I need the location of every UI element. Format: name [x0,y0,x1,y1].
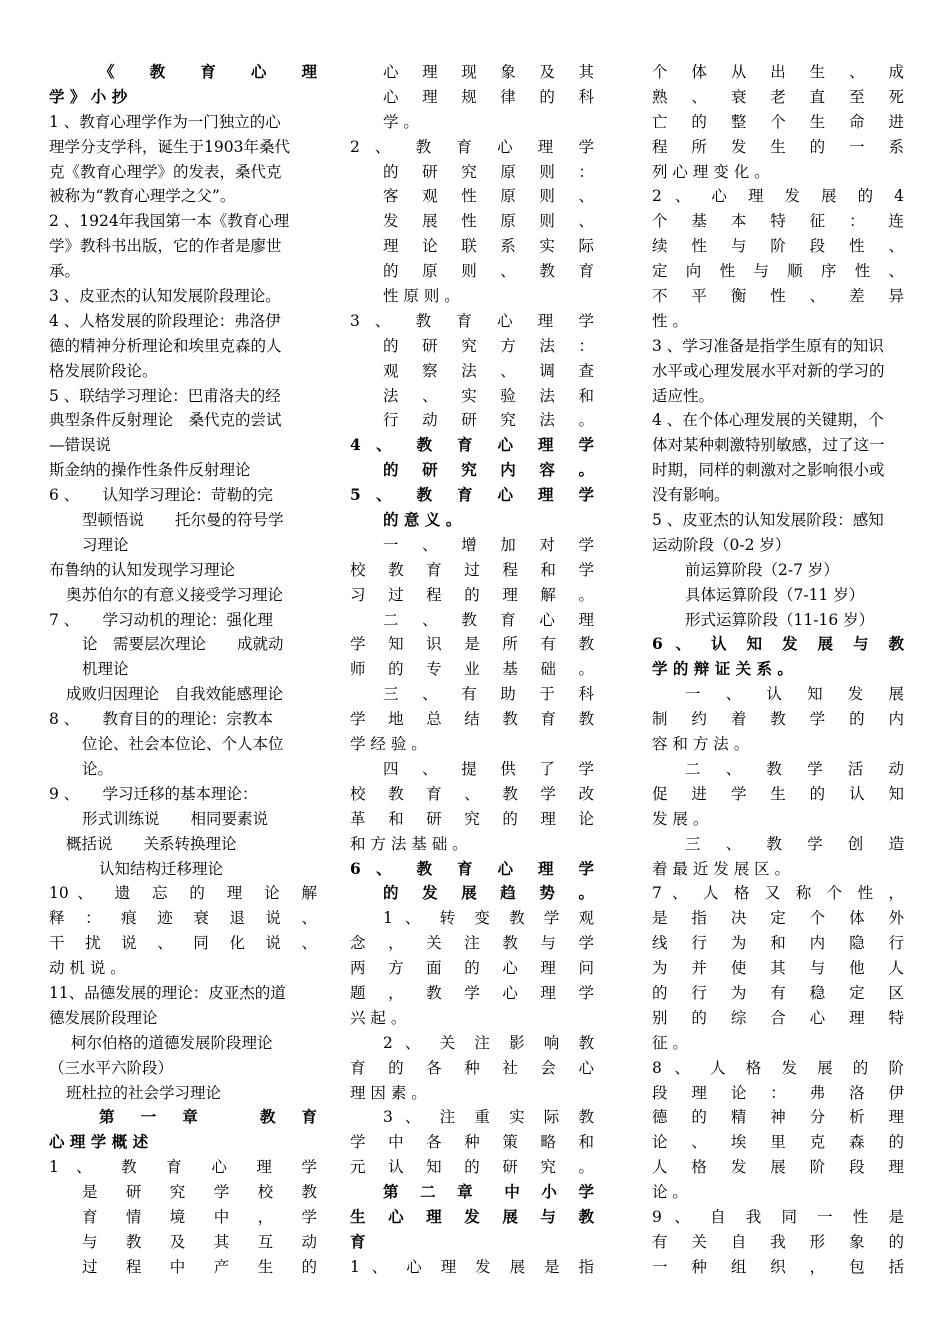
text-line: 法 、 实 验 法 和 [383,386,594,405]
text-line: 程 所 发 生 的 一 系 [652,137,904,156]
text-line: 制 约 着 教 学 的 内 [652,710,904,729]
text-line: 有 关 自 我 形 象 的 [652,1232,904,1251]
text-line: 8 、 教育目的的理论：宗教本 [49,710,274,729]
column-middle [350,60,594,1280]
text-line: 生 心 理 发 展 与 教 [350,1206,594,1226]
text-line: 论 、 埃 里 克 森 的 [652,1133,904,1152]
text-line: 学 的 辩 证 关 系 。 [652,659,793,679]
text-line: 行 动 研 究 法 。 [383,411,594,430]
text-line: 2 、 教 育 心 理 学 [350,137,594,156]
text-line: 的 研 究 原 则 ： [383,162,594,181]
text-line: （三水平六阶段） [49,1058,174,1077]
text-line: 形式训练说 相同要素说 [82,809,269,828]
text-line: 运动阶段（0-2 岁） [652,535,791,554]
text-line: 布鲁纳的认知发现学习理论 [49,560,236,579]
text-line: 段 理 论 ： 弗 洛 伊 [652,1083,904,1102]
text-line: 一 、 认 知 发 展 [685,685,904,704]
text-line: 第 一 章 教 育 [99,1107,317,1127]
text-line: 2 、 心 理 发 展 的 4 [652,187,904,206]
text-line: 续 性 与 阶 段 性 、 [652,237,904,256]
text-line: 促 进 学 生 的 认 知 [652,784,904,803]
text-line: 征 。 [652,1033,688,1052]
text-line: 位论、社会本位论、个人本位 [82,735,284,754]
text-line: 6 、 认知学习理论：苛勒的完 [49,486,274,505]
text-line: 理 论 联 系 实 际 [383,237,594,256]
text-line: 班杜拉的社会学习理论 [66,1083,222,1102]
text-line: 没有影响。 [652,486,730,505]
text-line: 论 。 [652,1183,688,1202]
text-line: 一 、 增 加 对 学 [383,535,594,554]
text-line: 别 的 综 合 心 理 特 [652,1008,904,1027]
text-line: 校 教 育 、 教 学 改 [350,784,594,803]
text-line: 是 指 决 定 个 体 外 [652,909,904,928]
text-line: 具体运算阶段（7-11 岁） [685,585,865,604]
text-line: 二 、 教 学 活 动 [685,759,904,778]
text-line: 观 察 法 、 调 查 [383,361,594,380]
text-line: 前运算阶段（2-7 岁） [685,560,839,579]
text-line: 水平或心理发展水平对新的学习的 [652,361,885,380]
text-line: 和 方 法 基 础 。 [350,834,468,853]
text-line: 的 行 为 有 稳 定 区 [652,983,904,1002]
text-line: 校 教 育 过 程 和 学 [350,560,594,579]
text-line: 1 、 教 育 心 理 学 [49,1158,317,1177]
text-line: 德发展阶段理论 [49,1008,158,1027]
column-left [49,60,317,1280]
text-line: 3 、学习准备是指学生原有的知识 [652,336,884,355]
text-line: 理 因 素 。 [350,1083,427,1102]
text-line: 为 并 使 其 与 他 人 [652,959,904,978]
text-line: 师 的 专 业 基 础 。 [350,660,594,679]
text-line: 1 、教育心理学作为一门独立的心 [49,112,281,131]
text-line: 德的精神分析理论和埃里克森的人 [49,336,282,355]
text-line: 习理论 [82,535,129,554]
text-line: 6 、 教 育 心 理 学 [350,858,594,878]
text-line: 柯尔伯格的道德发展阶段理论 [71,1033,273,1052]
text-line: 论 需要层次理论 成就动 [82,635,284,654]
text-line: 三 、 教 学 创 造 [685,834,904,853]
text-line: 线 行 为 和 内 隐 行 [652,934,904,953]
text-line: 5 、联结学习理论：巴甫洛夫的经 [49,386,281,405]
text-line: 发 展 。 [652,809,709,828]
text-line: 2 、 关 注 影 响 教 [383,1033,594,1052]
text-line: 体对某种刺激特别敏感，过了这一 [652,436,885,455]
text-line: 8 、 人 格 发 展 的 阶 [652,1058,904,1077]
text-line: 育 的 各 种 社 会 心 [350,1058,594,1077]
text-line: 心 理 现 象 及 其 [383,63,594,81]
text-line: 学 经 验 。 [350,735,427,754]
text-line: 的 研 究 方 法 ： [383,336,594,355]
text-line: 的 发 展 趋 势 。 [383,883,594,903]
text-line: 定 向 性 与 顺 序 性 、 [652,262,904,281]
text-line: 亡 的 整 个 生 命 进 [652,112,904,131]
text-line: 适应性。 [652,386,715,405]
text-line: 10、 遗 忘 的 理 论 解 [49,884,317,903]
text-line: 1 、 心 理 发 展 是 指 [350,1257,594,1276]
text-line: 一 种 组 织 ， 包 括 [652,1257,904,1276]
text-line: 4 、人格发展的阶段理论：弗洛伊 [49,311,281,330]
text-line: 4 、在个体心理发展的关键期，个 [652,411,884,430]
text-line: 干 扰 说 、 同 化 说 、 [49,934,317,953]
text-line: 容 和 方 法 。 [652,735,750,754]
text-line: 三 、 有 助 于 科 [383,685,594,704]
text-line: 过 程 中 产 生 的 [82,1257,317,1276]
text-line: 客 观 性 原 则 、 [383,187,594,206]
text-line: 发 展 性 原 则 、 [383,212,594,231]
text-line: 5 、皮亚杰的认知发展阶段：感知 [652,511,884,530]
text-line: 人 格 发 展 阶 段 理 [652,1158,904,1177]
text-line: 1 、 转 变 教 学 观 [383,909,594,928]
text-line: 性 原 则 。 [383,287,460,306]
text-line: 11、品德发展的理论：皮亚杰的道 [49,983,286,1002]
text-line: 四 、 提 供 了 学 [383,759,594,778]
text-line: 念 ， 关 注 教 与 学 [350,934,594,953]
text-line: 成败归因理论 自我效能感理论 [66,685,284,704]
text-line: 认知结构迁移理论 [99,859,224,878]
text-line: 学》教科书出版，它的作者是廖世 [49,237,282,256]
text-line: 学 知 识 是 所 有 教 [350,635,594,654]
text-line: 被称为“教育心理学之父”。 [49,187,236,206]
text-line: 心 理 学 概 述 [49,1132,149,1152]
text-line: 9 、 学习迁移的基本理论： [49,784,258,803]
text-line: 性 。 [652,311,688,330]
text-line: 育 [350,1231,366,1251]
text-line: 典型条件反射理论 桑代克的尝试 [49,411,282,430]
text-line: 2 、1924年我国第一本《教育心理 [49,212,290,231]
text-line: 元 认 知 的 研 究 。 [350,1158,594,1177]
text-line: 3 、 教 育 心 理 学 [350,311,594,330]
text-line: 形式运算阶段（11-16 岁） [685,610,875,629]
text-line: 6 、 认 知 发 展 与 教 [652,634,904,654]
text-line: 5 、 教 育 心 理 学 [350,485,594,505]
text-line: 机理论 [82,660,129,679]
text-line: 型顿悟说 托尔曼的符号学 [82,511,284,530]
text-line: 3 、皮亚杰的认知发展阶段理论。 [49,287,281,306]
text-line: 兴 起 。 [350,1008,407,1027]
text-line: 熟 、 衰 老 直 至 死 [652,87,904,106]
text-line: 不 平 衡 性 、 差 异 [652,287,904,306]
text-line: 题 ， 教 学 心 理 学 [350,983,594,1002]
text-line: 二 、 教 育 心 理 [383,610,594,629]
text-line: 的 意 义 。 [383,510,462,530]
text-line: 德 的 精 神 分 析 理 [652,1108,904,1127]
text-line: 奥苏伯尔的有意义接受学习理论 [66,585,284,604]
text-line: 第 二 章 中 小 学 [383,1182,594,1202]
text-line: 概括说 关系转换理论 [66,834,237,853]
text-line: 育 情 境 中 ， 学 [82,1207,317,1226]
text-line: 列 心 理 变 化 。 [652,162,770,181]
text-line: 是 研 究 学 校 教 [82,1183,317,1202]
text-line: 的 研 究 内 容 。 [383,460,594,480]
text-line: 释 ： 痕 迹 衰 退 说 、 [49,909,317,928]
text-line: 心 理 规 律 的 科 [383,87,594,106]
text-line: 习 过 程 的 理 解 。 [350,585,594,604]
text-line: 学 》 小 抄 [49,86,128,106]
text-line: 论。 [82,759,114,778]
text-line: 7 、 人 格 又 称 个 性 ， [652,884,904,903]
text-line: 斯金纳的操作性条件反射理论 [49,461,251,480]
text-line: 着 最 近 发 展 区 。 [652,859,791,878]
text-line: 与 教 及 其 互 动 [82,1232,317,1251]
text-line: 时期，同样的刺激对之影响很小或 [652,461,885,480]
text-line: 学 中 各 种 策 略 和 [350,1133,594,1152]
text-line: 的 原 则 、 教 育 [383,262,594,281]
text-line: 7 、 学习动机的理论：强化理 [49,610,274,629]
text-line: 革 和 研 究 的 理 论 [350,809,594,828]
text-line: 克《教育心理学》的发表，桑代克 [49,162,282,181]
text-line: 3 、 注 重 实 际 教 [383,1108,594,1127]
text-line: —错误说 [49,436,112,455]
text-line: 个 基 本 特 征 ： 连 [652,212,904,231]
column-right [652,60,904,1280]
text-line: 理学分支学科，诞生于1903年桑代 [49,137,290,156]
text-line: 9 、 自 我 同 一 性 是 [652,1207,904,1226]
text-line: 个 体 从 出 生 、 成 [652,63,904,81]
text-line: 学 。 [383,112,419,131]
text-line: 格发展阶段论。 [49,361,158,380]
text-line: 动 机 说 。 [49,959,126,978]
text-line: 承。 [49,262,81,281]
text-line: 4 、 教 育 心 理 学 [350,435,594,455]
text-line: 《 教 育 心 理 [99,62,317,81]
text-line: 学 地 总 结 教 育 教 [350,710,594,729]
text-line: 两 方 面 的 心 理 问 [350,959,594,978]
